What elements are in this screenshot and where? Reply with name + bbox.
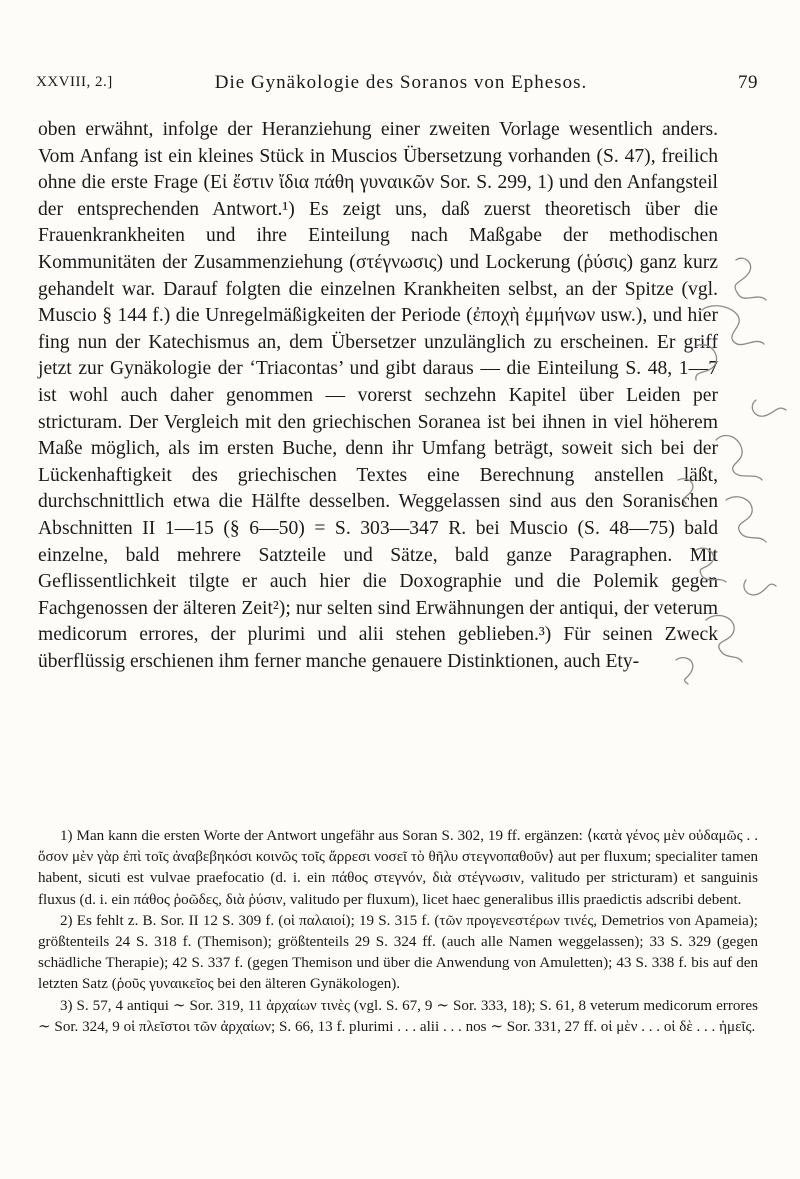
running-header xyxy=(36,70,758,100)
footnote-1: 1) Man kann die ersten Worte der Antwort ungefähr aus Soran S. 302, 19 ff. ergänzen: ⟨κατὰ γένος μὲν οὐδαμῶς . . ὅσον μὲν γὰρ ἐπὶ τοῖς ἀναβεβηκόσι κοινῶς τοῖς ἄρρεσι νοσεῖ τὸ θῆλυ στεγνοπαθοῦν⟩ aut per fluxum; specialiter tamen habent, sicuti est vulvae praefocatio (d. i. ein πάθος στεγνόν, διὰ στέγνωσιν, valitudo per stricturam) et sanguinis fluxus (d. i. ein πάθος ῥοῶδες, διὰ ῥύσιν, valitudo per fluxum), licet haec generalibus illis praedictis adscribi debent. xyxy=(38,828,758,908)
footnote-3: 3) S. 57, 4 antiqui ∼ Sor. 319, 11 ἀρχαίων τινὲς (vgl. S. 67, 9 ∼ Sor. 333, 18); S. 61, 8 veterum medicorum errores ∼ Sor. 324, 9 οἱ πλεῖστοι τῶν ἀρχαίων; S. 66, 13 f. plurimi . . . alii . . . nos ∼ Sor. 331, 27 ff. οἱ μὲν . . . οἱ δὲ . . . ἡμεῖς. xyxy=(38,997,758,1035)
running-title: Die Gynäkologie des Soranos von Ephesos. xyxy=(214,72,588,93)
footnotes xyxy=(38,826,758,1038)
body-paragraph: oben erwähnt, infolge der Heranziehung einer zweiten Vorlage wesentlich anders. Vom Anfang ist ein kleines Stück in Muscios Übersetzung vorhanden (S. 47), freilich ohne die erste Frage (Εἰ ἔστιν ἴδια πάθη γυναικῶν Sor. S. 299, 1) und den Anfangsteil der entsprechenden Antwort.¹) Es zeigt uns, daß zuerst theoretisch über die Frauenkrankheiten und ihre Einteilung nach Maßgabe der methodischen Kommunitäten der Zusammenziehung (στέγνωσις) und Lockerung (ῥύσις) ganz kurz gehandelt war. Darauf folgten die einzelnen Krankheiten selbst, an der Spitze (vgl. Muscio § 144 f.) die Unregelmäßigkeiten der Periode (ἐποχὴ ἐμμήνων usw.), und hier fing nun der Katechismus an, dem Übersetzer unzulänglich zu erscheinen. Er griff jetzt zur Gynäkologie der ‘Triacontas’ und gibt daraus — die Einteilung S. 48, 1—7 ist wohl auch daher genommen — vorerst sechzehn Kapitel über Leiden per stricturam. Der Vergleich mit den griechischen Soranea ist bei ihnen in viel höherem Maße möglich, als im ersten Buche, denn ihr Umfang beträgt, soweit sich bei der Lückenhaftigkeit des griechischen Textes eine Berechnung anstellen läßt, durchschnittlich etwa die Hälfte desselben. Weggelassen sind aus den Soranischen Abschnitten II 1—15 (§ 6—50) = S. 303—347 R. bei Muscio (S. 48—75) bald einzelne, bald mehrere Satzteile und Sätze, bald ganze Paragraphen. Mit Geflissentlichkeit tilgte er auch hier die Doxographie und die Polemik gegen Fachgenossen der älteren Zeit²); nur selten sind Erwähnungen der antiqui, der veterum medicorum errores, der plurimi und alii stehen geblieben.³) Für seinen Zweck überflüssig erschienen ihm ferner manche genauere Distinktionen, auch Ety- xyxy=(38,119,718,672)
margin-scribbles xyxy=(606,250,796,700)
page-number: 79 xyxy=(738,72,758,93)
section-reference: XXVIII, 2.] xyxy=(36,74,113,90)
footnote-2: 2) Es fehlt z. B. Sor. II 12 S. 309 f. (οἱ παλαιοί); 19 S. 315 f. (τῶν πρoγενεστέρων τινές, Demetrios von Apameia); größtenteils 24 S. 318 f. (Themison); größtenteils 29 S. 324 ff. (auch alle Namen weggelassen); 33 S. 329 (gegen schädliche Therapie); 42 S. 337 f. (gegen Themison und über die Anwendung von Amuletten); 43 S. 338 f. bis auf den letzten Satz (ῥοῦς γυναικεῖος bei den älteren Gynäkologen). xyxy=(38,912,758,993)
